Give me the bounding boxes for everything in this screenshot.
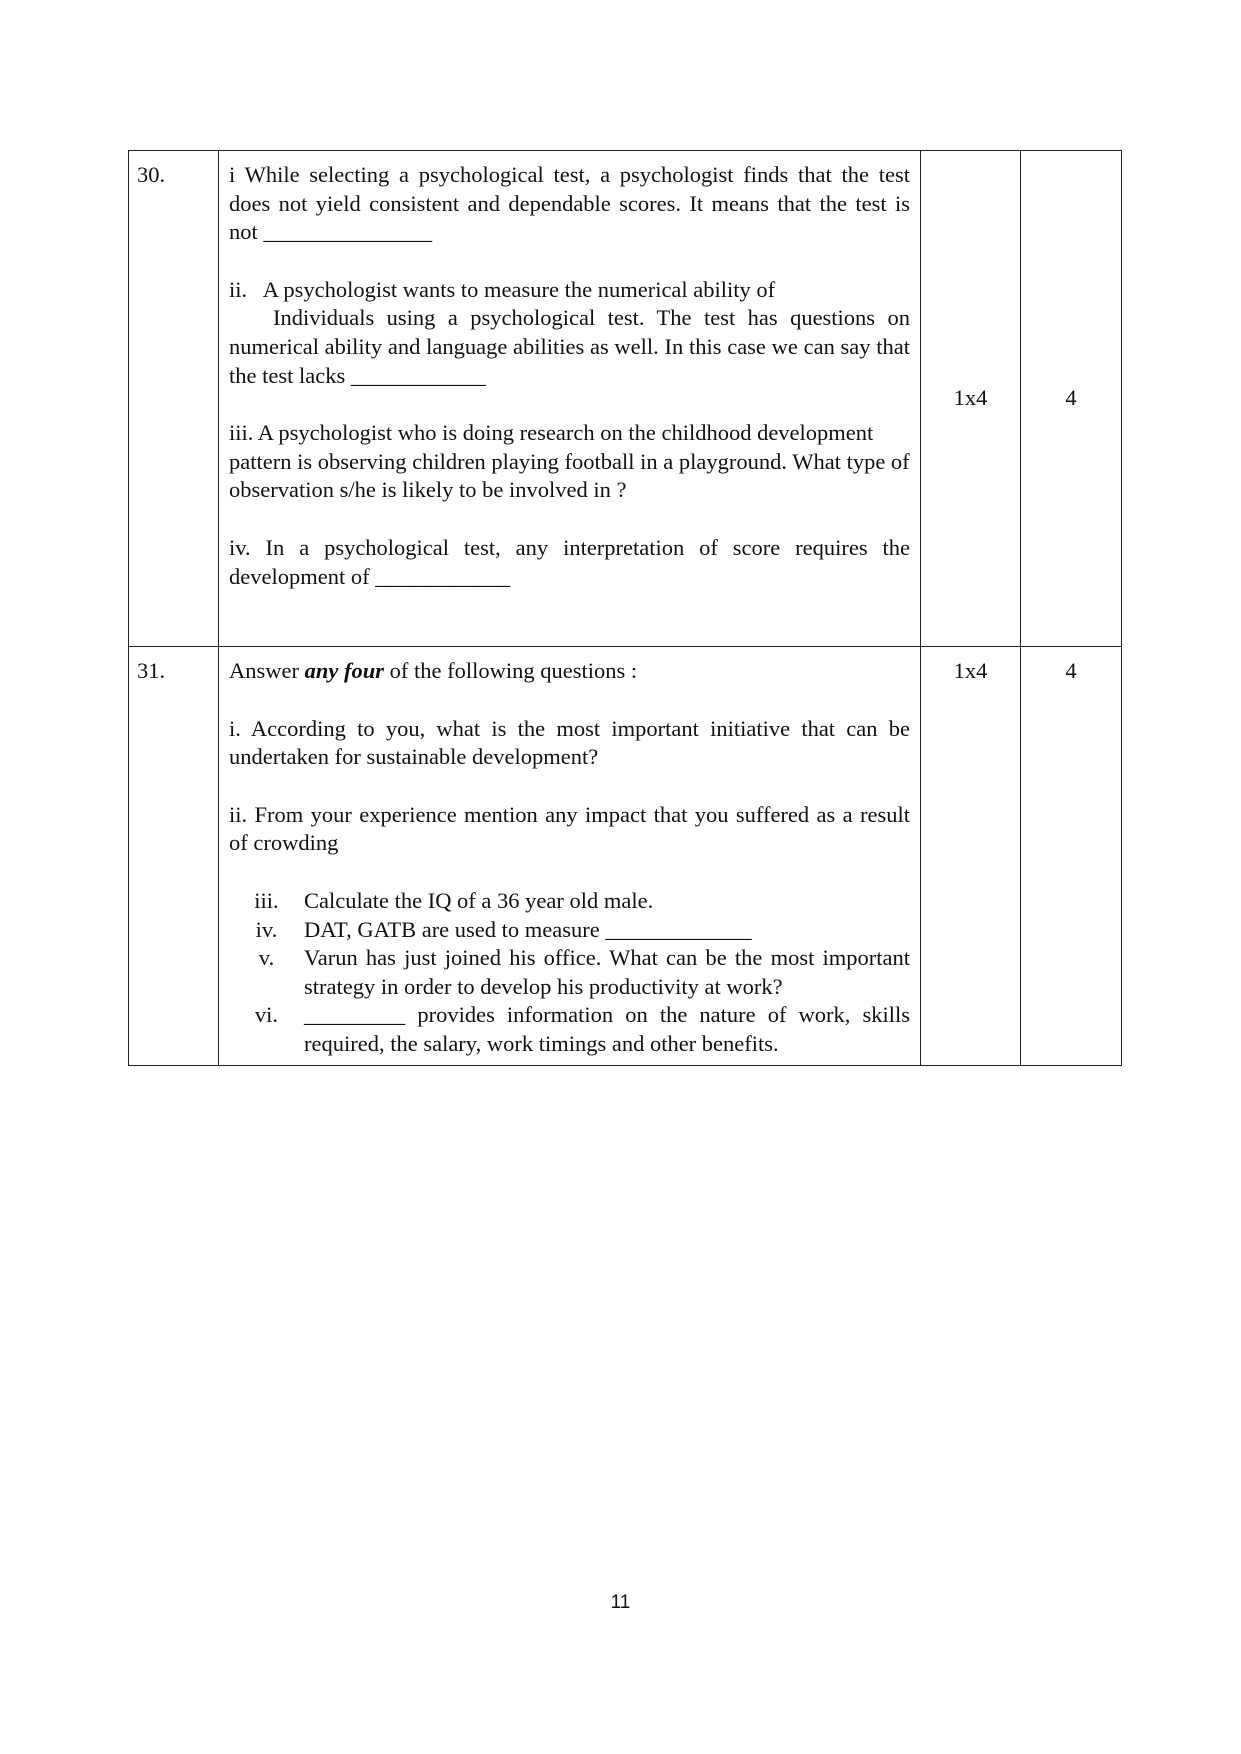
list-item xyxy=(229,916,910,945)
question-part-i: i While selecting a psychological test, a psychologist finds that the test does not yield consistent and dependable scores. It means that the test is not _______________ xyxy=(229,162,910,245)
list-item xyxy=(229,1001,910,1058)
question-part-iv: iv. In a psychological test, any interpretation of score requires the development of ____________ xyxy=(229,534,910,589)
list-item-text: _________ provides information on the nature of work, skills required, the salary, work timings and other benefits. xyxy=(304,1002,910,1056)
intro-emphasis: any four xyxy=(304,658,384,683)
question-part-iii: iii. A psychologist who is doing research on the childhood development pattern is observing children playing football in a playground. What type of observation s/he is likely to be involved in ? xyxy=(229,420,910,503)
question-content xyxy=(219,151,921,647)
question-part-ii xyxy=(229,304,910,390)
list-item-text: DAT, GATB are used to measure _____________ xyxy=(304,916,752,942)
list-item-text: Varun has just joined his office. What can be the most important strategy in order to develop his productivity at work? xyxy=(304,945,910,999)
list-item-text: Calculate the IQ of a 36 year old male. xyxy=(304,887,654,913)
marks-cell: 1x4 xyxy=(921,151,1021,647)
question-row-30 xyxy=(129,151,1122,647)
total-marks-cell: 4 xyxy=(1021,647,1122,1066)
list-item-number: v. xyxy=(258,945,275,971)
question-intro xyxy=(229,657,910,686)
question-content xyxy=(219,647,921,1066)
list-item xyxy=(229,944,910,1001)
page-number: 11 xyxy=(610,1592,631,1613)
total-marks-cell: 4 xyxy=(1021,151,1122,647)
list-item xyxy=(229,887,910,916)
list-item-number: vi. xyxy=(254,1002,279,1028)
question-part-ii: ii. From your experience mention any impact that you suffered as a result of crowding xyxy=(229,801,910,856)
question-sublist xyxy=(229,887,910,1059)
list-item-number: iv. xyxy=(255,916,278,942)
question-table xyxy=(128,150,1122,1066)
intro-text-post: of the following questions : xyxy=(384,658,638,683)
question-part-ii-lead: ii. A psychologist wants to measure the numerical ability of xyxy=(229,276,776,302)
intro-text-pre: Answer xyxy=(229,658,305,683)
question-part-ii-text: Individuals using a psychological test. The test has questions on numerical ability and language abilities as well. In this case we can say that the test lacks ____________ xyxy=(229,305,910,388)
question-number: 31. xyxy=(129,647,219,1066)
marks-cell: 1x4 xyxy=(921,647,1021,1066)
question-part-i: i. According to you, what is the most important initiative that can be undertaken for sustainable development? xyxy=(229,715,910,770)
list-item-number: iii. xyxy=(254,887,279,913)
question-row-31 xyxy=(129,647,1122,1066)
question-number: 30. xyxy=(129,151,219,647)
